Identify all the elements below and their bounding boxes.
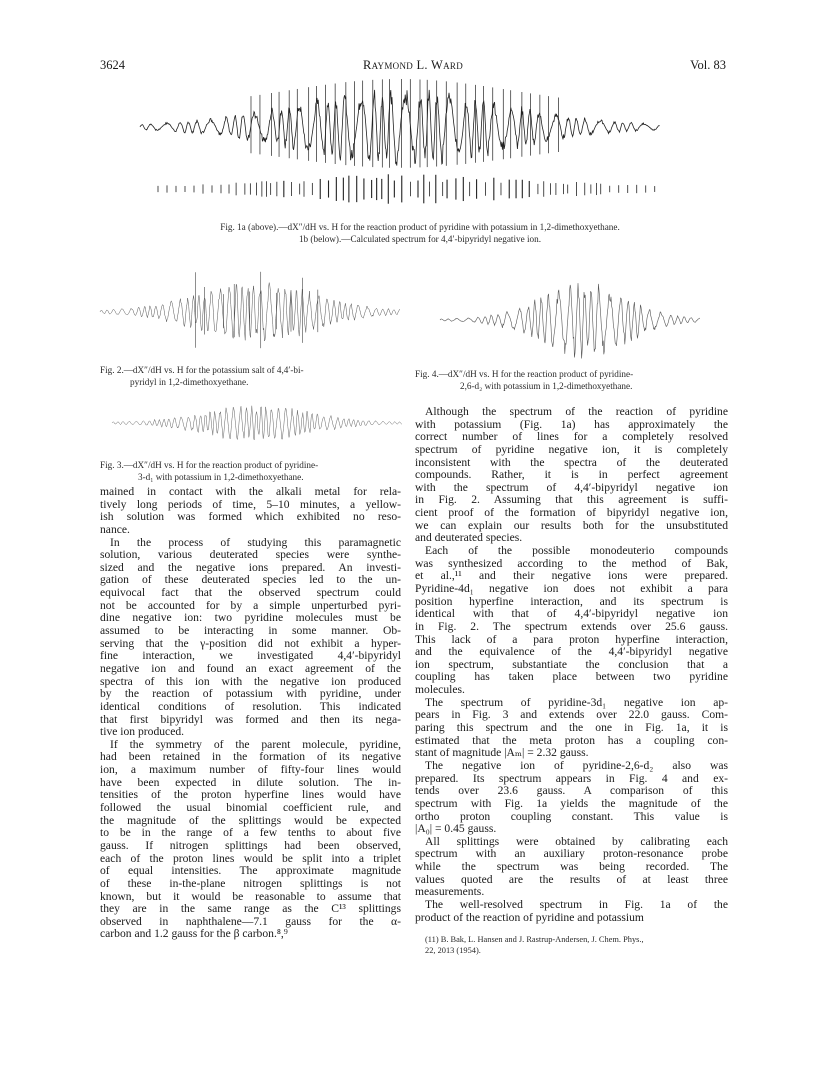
text-line: prepared. Its spectrum appears in Fig. 4 and ex- [415,771,728,785]
text-line: solution, various deuterated species were synthe- [100,548,401,562]
text-line: estimated that the meta proton has a coupling con- [415,733,728,747]
text-line: Each of the possible monodeuterio compounds [425,544,728,558]
caption-line: Fig. 3.—dX″/dH vs. H for the reaction product of pyridine- [100,460,319,470]
text-line: All splittings were obtained by calibrating each [425,834,728,848]
text-line: observed in naphthalene—7.1 gauss for the α- [100,914,401,928]
text-line: position hyperfine interaction, and its spectrum is [415,594,728,608]
text-line: dine negative ion: two pyridine molecules must be [100,611,401,625]
text-line: not be accounted for by a simple unperturbed pyri- [100,598,401,612]
text-line: ion, a maximum number of fifty-four lines would [100,763,401,777]
text-line: spectrum of pyridine negative ion, it is completely [415,442,728,456]
text-line: in Fig. 2. Assuming that this agreement is suffi- [415,493,728,507]
spectrum-trace [140,90,660,166]
footnote [425,934,730,956]
text-line: carbon and 1.2 gauss for the β carbon.⁸,⁹ [100,927,288,941]
text-line: The well-resolved spectrum in Fig. 1a of the [425,897,728,911]
text-line: of equal intensities. The approximate magnitude [100,864,401,878]
figure-4-spectrum [440,266,720,366]
text-line: This lack of a para proton hyperfine interaction, [415,632,728,646]
text-line: identical conditions of resolution. This indicated [100,699,401,713]
text-line: In the process of studying this paramagnetic [110,535,401,549]
caption-line: Fig. 4.—dX″/dH vs. H for the reaction product of pyridine- [415,369,634,379]
text-line: and deuterated species. [415,531,523,545]
figure-3-caption [100,459,405,483]
text-line: negative ion and found an exact agreement of the [100,661,401,675]
text-line: and the equivalence of the 4,4′-bipyridyl negative [415,645,728,659]
text-line: ortho proton coupling constant. This value is [415,809,728,823]
text-line: spectrum with Fig. 1a yields the magnitude of the [415,796,728,810]
caption-line: Fig. 2.—dX″/dH vs. H for the potassium salt of 4,4′-bi- [100,365,304,375]
text-line: spectrum with an auxiliary proton-resonance probe [415,847,728,861]
text-line: gation of these deuterated species led to the un- [100,573,401,587]
text-line: values quoted are the results of at least three [415,872,728,886]
text-line: of these in-the-plane nitrogen splittings is not [100,876,401,890]
text-line: was synthesized according to the method of Bak, [415,556,728,570]
page-number: 3624 [100,58,125,72]
text-line: the magnitude of the splittings would be expected [100,813,401,827]
spectrum-trace [112,406,402,440]
text-line: with potassium (Fig. 1a) has approximately the [415,417,728,431]
right-text-column [415,406,728,924]
figure-1-caption [130,221,710,245]
text-line: compounds. Rather, it is in perfect agreement [415,468,728,482]
text-line: serving that the γ-position did not exhibit a hyper- [100,636,401,650]
text-line: have been expected in dilute solution. The in- [100,775,401,789]
text-line: tensities of the proton hyperfine lines would have [100,788,401,802]
text-line: equivocal fact that the observed spectrum could [100,586,401,600]
caption-line: Fig. 1a (above).—dX″/dH vs. H for the reaction product of pyridine with potassium in 1,2-dimethoxyethane. [220,222,620,232]
text-line: measurements. [415,885,485,899]
text-line: identical with that of 4,4′-bipyridyl negative ion [415,607,728,621]
text-line: The spectrum of pyridine-3d₁ negative ion ap- [425,695,728,709]
text-line: nance. [100,522,130,536]
text-line: fine interaction, we investigated 4,4′-bipyridyl [100,649,401,663]
text-line: tends over 23.6 gauss. A comparison of this [415,784,728,798]
text-line: spectra of this ion with the negative ion produced [100,674,401,688]
running-head-author: Raymond L. Ward [362,58,464,72]
caption-line: 2,6-d₂ with potassium in 1,2-dimethoxyethane. [460,381,633,391]
figure-2-caption [100,364,405,388]
text-line: we can explain our results both for the unsubstituted [415,518,728,532]
figure-4-caption [415,368,730,392]
spectrum-trace [440,283,700,358]
text-line: tive ion produced. [100,725,185,739]
text-line: had been retained in the formation of its negative [100,750,401,764]
text-line: assumed to be interacting in some manner. Ob- [100,624,401,638]
text-line: that first bipyridyl was formed and then its nega- [100,712,401,726]
text-line: The negative ion of pyridine-2,6-d₂ also was [425,758,728,772]
text-line: Pyridine-4d₁ negative ion does not exhibit a para [415,581,728,595]
text-line: they are in the same range as the C¹³ splittings [100,902,401,916]
text-line: tively long periods of time, 5–10 minutes, a yellow- [100,497,401,511]
text-line: et al.,¹¹ and their negative ions were prepared. [415,569,728,583]
text-line: Although the spectrum of the reaction of pyridine [425,405,728,418]
running-head-volume: Vol. 83 [690,58,726,72]
text-line: coupling has taken place between two pyridine [415,670,728,684]
text-line: paring this spectrum and the one in Fig. 1a, it is [415,721,728,735]
footnote-line: (11) B. Bak, L. Hansen and J. Rastrup-Andersen, J. Chem. Phys., [425,935,644,944]
running-head [100,58,726,76]
text-line: known, but it would be reasonable to assume that [100,889,401,903]
text-line: inconsistent with the spectra of the deuterated [415,455,728,469]
figure-2-spectrum [100,264,400,359]
figure-3-spectrum [112,391,402,451]
text-line: If the symmetry of the parent molecule, pyridine, [110,737,401,751]
text-line: pears in Fig. 3 and extends over 22.0 gauss. Com- [415,708,728,722]
text-line: |A₀| = 0.45 gauss. [415,822,497,836]
text-line: sized and the negative ions prepared. An investi- [100,560,401,574]
text-line: correct number of lines for a completely resolved [415,430,728,444]
caption-line: pyridyl in 1,2-dimethoxyethane. [130,377,249,387]
text-line: by the reaction of potassium with pyridine, under [100,687,401,701]
text-line: product of the reaction of pyridine and potassium [415,910,644,924]
text-line: while the spectrum was being recorded. The [415,860,728,874]
text-line: with the spectrum of 4,4′-bipyridyl negative ion [415,480,728,494]
figure-1a-spectrum [140,82,680,172]
left-text-column [100,486,401,941]
text-line: gauss. If nitrogen splittings had been observed, [100,838,401,852]
text-line: mained in contact with the alkali metal for rela- [100,485,401,498]
text-line: ion spectrum, substantiate the conclusion that a [415,657,728,671]
text-line: molecules. [415,683,465,697]
text-line: to be in the range of a few tenths to about five [100,826,401,840]
text-line: followed the usual binomial coefficient rule, and [100,801,401,815]
figure-1b-stick-spectrum [140,172,680,206]
text-line: ish solution was formed which exhibited no reso- [100,510,401,524]
text-line: each of the proton lines would be split into a triplet [100,851,401,865]
caption-line: 3-d₁ with potassium in 1,2-dimethoxyethane. [138,472,304,482]
text-line: cient proof of the formation of bipyridyl negative ion, [415,506,728,520]
footnote-line: 22, 2013 (1954). [425,946,481,955]
text-line: in Fig. 2. The spectrum extends over 25.6 gauss. [415,619,728,633]
caption-line: 1b (below).—Calculated spectrum for 4,4′-bipyridyl negative ion. [298,234,542,244]
text-line: stant of magnitude |Aₘ| = 2.32 gauss. [415,746,589,760]
